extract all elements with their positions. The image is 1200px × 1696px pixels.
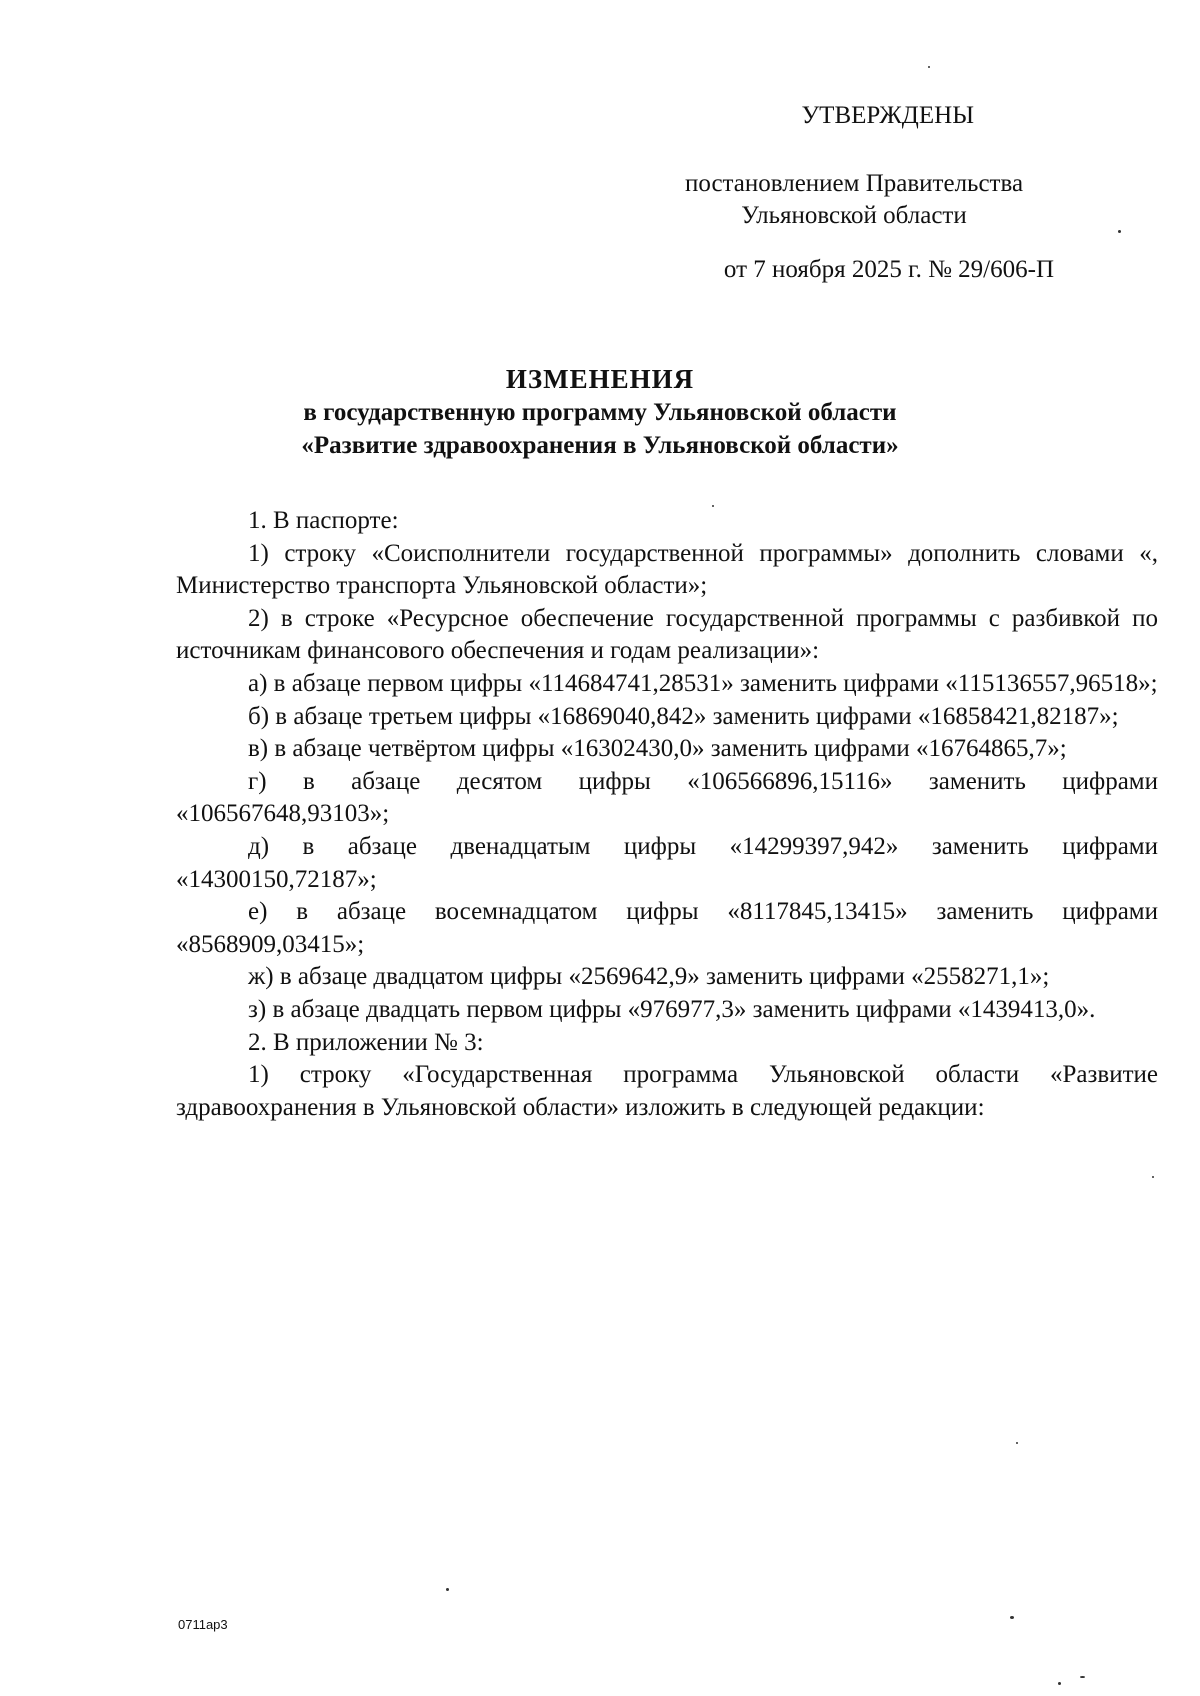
subitem-zh: ж) в абзаце двадцатом цифры «2569642,9» заменить цифрами «2558271,1»;: [248, 963, 1050, 991]
document-title: [0, 362, 1200, 462]
scan-speck: [1058, 1682, 1061, 1685]
scan-speck: [1152, 1176, 1154, 1178]
scan-speck: [1118, 230, 1121, 233]
scan-speck: [1080, 1676, 1085, 1678]
subitem-d: д) в абзаце двенадцатым цифры «14299397,942» заменить цифрами «14300150,72187»;: [176, 832, 1158, 893]
scan-speck: [1016, 1442, 1018, 1444]
section-2-heading: 2. В приложении № 3:: [248, 1028, 484, 1056]
document-code: 0711ар3: [178, 1617, 228, 1632]
scan-speck: [712, 505, 714, 507]
subitem-a: а) в абзаце первом цифры «114684741,28531» заменить цифрами «115136557,96518»;: [248, 669, 1158, 697]
approval-authority-line1: постановлением Правительства: [684, 170, 1024, 197]
scan-speck: [928, 66, 930, 68]
subitem-v: в) в абзаце четвёртом цифры «16302430,0» заменить цифрами «16764865,7»;: [248, 735, 1067, 763]
subitem-e: е) в абзаце восемнадцатом цифры «8117845,13415» заменить цифрами «8568909,03415»;: [176, 898, 1158, 958]
approval-stamp-title: УТВЕРЖДЕНЫ: [801, 102, 974, 129]
item-1-coexecutors: 1) строку «Соисполнители государственной программы» дополнить словами «, Министерство транспорта Ульяновской области»;: [176, 539, 1158, 600]
scan-speck: [446, 1588, 449, 1591]
document-title-heading: ИЗМЕНЕНИЯ: [505, 364, 695, 394]
section-1-heading: 1. В паспорте:: [248, 507, 399, 534]
document-title-subject: в государственную программу Ульяновской области: [303, 399, 897, 426]
document-title-program: «Развитие здравоохранения в Ульяновской области»: [301, 432, 899, 459]
subitem-b: б) в абзаце третьем цифры «16869040,842» заменить цифрами «16858421,82187»;: [248, 702, 1119, 730]
section-2-item-1: 1) строку «Государственная программа Ульяновской области «Развитие здравоохранения в Ульяновской области» изложить в следующей редакции:: [176, 1061, 1158, 1121]
scan-speck: [1010, 1616, 1014, 1619]
approval-date-number: от 7 ноября 2025 г. № 29/606-П: [723, 256, 1054, 283]
approval-authority: [644, 168, 1064, 232]
subitem-g: г) в абзаце десятом цифры «106566896,15116» заменить цифрами «106567648,93103»;: [176, 767, 1158, 828]
approval-authority-line2: Ульяновской области: [741, 202, 967, 229]
subitem-z: з) в абзаце двадцать первом цифры «976977,3» заменить цифрами «1439413,0».: [248, 995, 1096, 1023]
document-body: [176, 505, 1158, 1124]
item-2-resource-provision: 2) в строке «Ресурсное обеспечение государственной программы с разбивкой по источникам финансового обеспечения и годам реализации»:: [176, 604, 1158, 665]
